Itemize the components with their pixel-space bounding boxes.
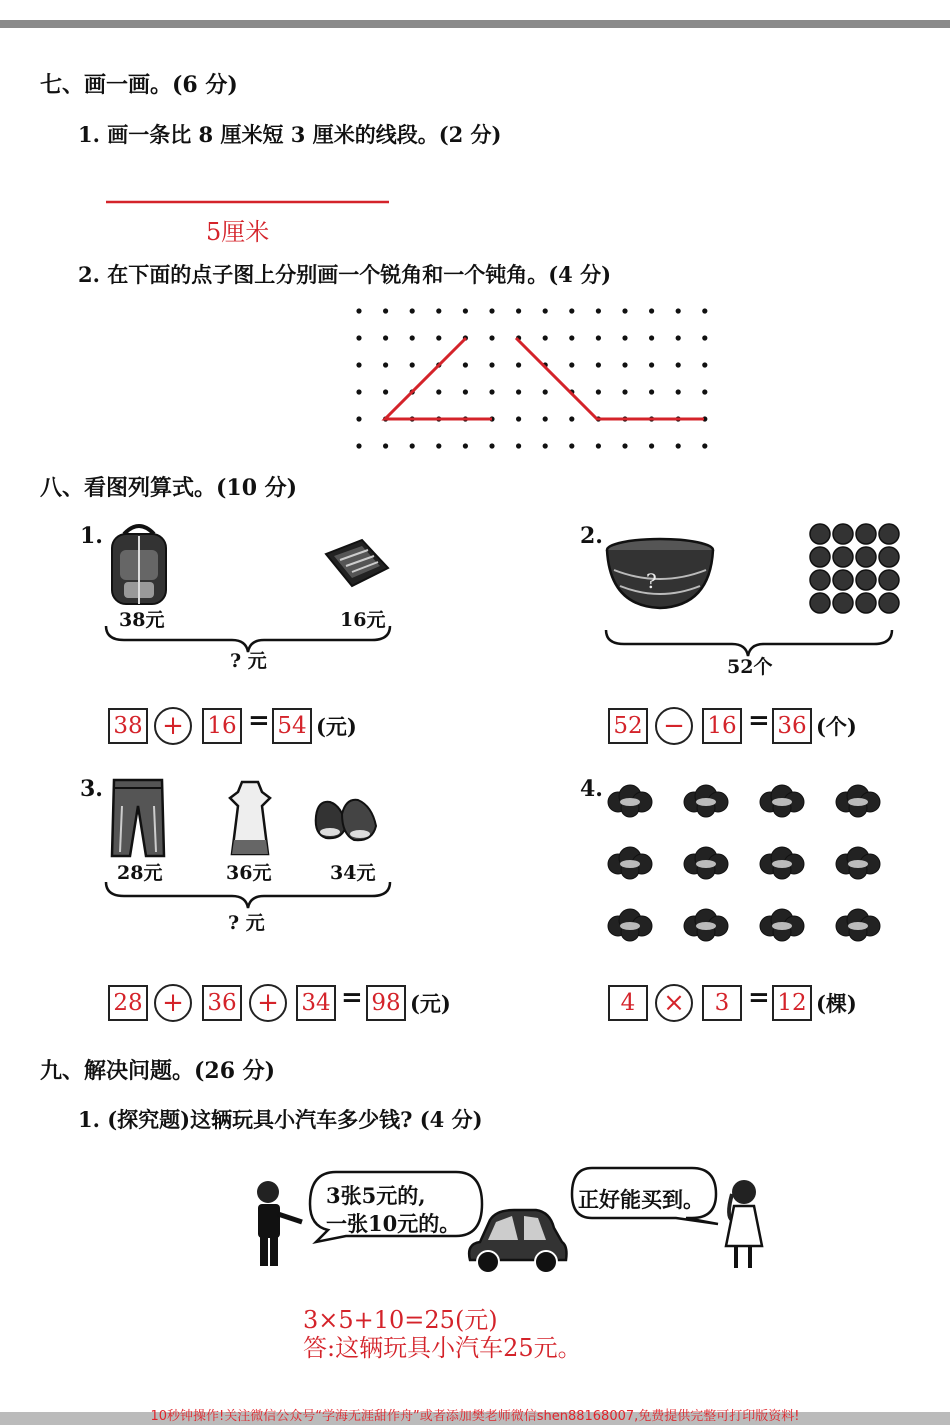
plant-icon — [684, 847, 728, 879]
p2-equals: = — [748, 706, 770, 736]
plant-icon — [836, 847, 880, 879]
problem-3-question: ? 元 — [228, 912, 265, 934]
grid-dot — [702, 443, 707, 448]
problem-1-label: 1. — [80, 523, 103, 549]
pencil-case-icon — [322, 538, 392, 590]
grid-dot — [356, 416, 361, 421]
bubble-right-text: 正好能买到。 — [578, 1187, 704, 1212]
grid-dot — [489, 362, 494, 367]
fruit-icon — [833, 524, 853, 544]
p3-box-3[interactable]: 34 — [296, 985, 336, 1021]
grid-dot — [569, 335, 574, 340]
grid-dot — [356, 443, 361, 448]
fruit-icon — [856, 570, 876, 590]
grid-dot — [436, 389, 441, 394]
grid-dot — [410, 335, 415, 340]
grid-dot — [383, 362, 388, 367]
fruit-icon — [833, 593, 853, 613]
p1-box-3[interactable]: 54 — [272, 708, 312, 744]
p3-box-2[interactable]: 36 — [202, 985, 242, 1021]
grid-dot — [649, 443, 654, 448]
p2-box-2[interactable]: 16 — [702, 708, 742, 744]
grid-dot — [622, 362, 627, 367]
plant-icon — [684, 909, 728, 941]
pants-icon — [108, 776, 168, 858]
p3-operator-1[interactable]: + — [154, 984, 192, 1022]
fruit-icon — [856, 524, 876, 544]
acute-angle — [385, 338, 492, 419]
grid-dot — [596, 443, 601, 448]
p2-unit: (个) — [816, 714, 857, 739]
dot-grid — [0, 0, 950, 460]
grid-dot — [622, 335, 627, 340]
toy-car-icon — [462, 1206, 570, 1276]
shoes-price: 34元 — [330, 862, 376, 884]
obtuse-angle — [516, 338, 704, 419]
grid-dot — [383, 335, 388, 340]
grid-dot — [410, 308, 415, 313]
section-8-title: 八、看图列算式。(10 分) — [40, 475, 298, 501]
fruit-icon — [856, 547, 876, 567]
plant-grid — [600, 780, 900, 950]
grid-dot — [596, 389, 601, 394]
p4-box-1[interactable]: 4 — [608, 985, 648, 1021]
grid-dot — [622, 443, 627, 448]
grid-dot — [702, 308, 707, 313]
grid-dot — [383, 308, 388, 313]
fruit-icon — [879, 593, 899, 613]
grid-dot — [569, 308, 574, 313]
footer-notice: 10秒钟操作!关注微信公众号“学海无涯甜作舟”或者添加樊老师微信shen88168007,免费提供完整可打印版资料! — [150, 1409, 800, 1424]
grid-dot — [463, 362, 468, 367]
p3-operator-2[interactable]: + — [249, 984, 287, 1022]
dress-icon — [222, 778, 278, 858]
grid-dot — [463, 389, 468, 394]
grid-dot — [356, 308, 361, 313]
p3-unit: (元) — [410, 991, 451, 1016]
grid-dot — [676, 308, 681, 313]
pants-price: 28元 — [117, 862, 163, 884]
p4-unit: (棵) — [816, 991, 857, 1016]
problem-2-label: 2. — [580, 523, 603, 549]
plant-icon — [608, 909, 652, 941]
grid-dot — [649, 308, 654, 313]
p4-equals: = — [748, 983, 770, 1013]
problem-1-question: ? 元 — [230, 650, 267, 672]
grid-dot — [649, 362, 654, 367]
fruit-icon — [810, 547, 830, 567]
bubble-left-line-1: 3张5元的, — [326, 1183, 426, 1208]
grid-dot — [569, 443, 574, 448]
fruit-icon — [833, 547, 853, 567]
plant-icon — [608, 785, 652, 817]
grid-dot — [516, 443, 521, 448]
fruit-icon — [879, 570, 899, 590]
fruit-icon — [833, 570, 853, 590]
p1-box-2[interactable]: 16 — [202, 708, 242, 744]
basket-question-mark: ? — [646, 569, 657, 593]
problem-4-label: 4. — [580, 776, 603, 802]
grid-dot — [676, 443, 681, 448]
grid-dot — [622, 389, 627, 394]
basket-icon — [604, 536, 716, 614]
fruit-icon — [879, 547, 899, 567]
problem-3-label: 3. — [80, 776, 103, 802]
grid-dot — [410, 443, 415, 448]
grid-dot — [489, 308, 494, 313]
grid-dot — [569, 362, 574, 367]
plant-icon — [836, 785, 880, 817]
fruit-icon — [810, 524, 830, 544]
grid-dot — [516, 308, 521, 313]
grid-dot — [543, 443, 548, 448]
fruit-icon — [810, 570, 830, 590]
p3-box-1[interactable]: 28 — [108, 985, 148, 1021]
section-7-title: 七、画一画。(6 分) — [40, 72, 238, 98]
pencil-case-price: 16元 — [340, 609, 386, 631]
grid-dot — [676, 362, 681, 367]
grid-dot — [356, 335, 361, 340]
plant-icon — [760, 847, 804, 879]
problem-2-total: 52个 — [727, 656, 773, 678]
fruit-icon — [879, 524, 899, 544]
plant-icon — [608, 847, 652, 879]
grid-dot — [516, 362, 521, 367]
grid-dot — [383, 443, 388, 448]
grid-dot — [649, 335, 654, 340]
p3-equals: = — [341, 983, 363, 1013]
grid-dot — [436, 308, 441, 313]
p1-box-1[interactable]: 38 — [108, 708, 148, 744]
section-7-question-1: 1. 画一条比 8 厘米短 3 厘米的线段。(2 分) — [78, 122, 502, 147]
grid-dot — [489, 443, 494, 448]
p3-box-4[interactable]: 98 — [366, 985, 406, 1021]
grid-dot — [543, 416, 548, 421]
grid-dot — [649, 389, 654, 394]
p2-operator-1[interactable]: − — [655, 707, 693, 745]
grid-dot — [356, 362, 361, 367]
grid-dot — [516, 389, 521, 394]
p4-box-2[interactable]: 3 — [702, 985, 742, 1021]
grid-dot — [622, 308, 627, 313]
grid-dot — [702, 335, 707, 340]
dress-price: 36元 — [226, 862, 272, 884]
p4-box-3[interactable]: 12 — [772, 985, 812, 1021]
grid-dot — [463, 443, 468, 448]
backpack-price: 38元 — [119, 609, 165, 631]
grid-dot — [676, 335, 681, 340]
p2-box-1[interactable]: 52 — [608, 708, 648, 744]
plant-icon — [760, 785, 804, 817]
plant-icon — [760, 909, 804, 941]
grid-dot — [702, 362, 707, 367]
section-9-question-1: 1. (探究题)这辆玩具小汽车多少钱? (4 分) — [78, 1107, 483, 1132]
section-7-question-2: 2. 在下面的点子图上分别画一个锐角和一个钝角。(4 分) — [78, 262, 612, 287]
grid-dot — [596, 308, 601, 313]
grid-dot — [569, 416, 574, 421]
plant-icon — [684, 785, 728, 817]
grid-dot — [410, 362, 415, 367]
backpack-icon — [104, 520, 174, 610]
grid-dot — [356, 389, 361, 394]
section-9-title: 九、解决问题。(26 分) — [40, 1058, 276, 1084]
grid-dot — [489, 335, 494, 340]
boy-figure — [248, 1178, 308, 1274]
grid-dot — [596, 362, 601, 367]
grid-dot — [543, 308, 548, 313]
grid-dot — [516, 416, 521, 421]
segment-length-label: 5厘米 — [206, 218, 270, 246]
bubble-left-line-2: 一张10元的。 — [326, 1211, 461, 1236]
p2-box-3[interactable]: 36 — [772, 708, 812, 744]
plant-icon — [836, 909, 880, 941]
grid-dot — [436, 335, 441, 340]
grid-dot — [676, 389, 681, 394]
grid-dot — [702, 389, 707, 394]
shoes-icon — [312, 796, 380, 848]
p1-equals: = — [248, 706, 270, 736]
grid-dot — [596, 335, 601, 340]
grid-dot — [383, 389, 388, 394]
grid-dot — [489, 389, 494, 394]
fruit-grid — [808, 520, 903, 615]
fruit-icon — [810, 593, 830, 613]
answer-sentence: 答:这辆玩具小汽车25元。 — [303, 1334, 582, 1362]
grid-dot — [543, 335, 548, 340]
answer-formula: 3×5+10=25(元) — [303, 1306, 498, 1334]
grid-dot — [463, 308, 468, 313]
fruit-icon — [856, 593, 876, 613]
grid-dot — [543, 389, 548, 394]
p1-operator-1[interactable]: + — [154, 707, 192, 745]
p4-operator-1[interactable]: × — [655, 984, 693, 1022]
grid-dot — [436, 443, 441, 448]
girl-figure — [718, 1176, 770, 1274]
p1-unit: (元) — [316, 714, 357, 739]
